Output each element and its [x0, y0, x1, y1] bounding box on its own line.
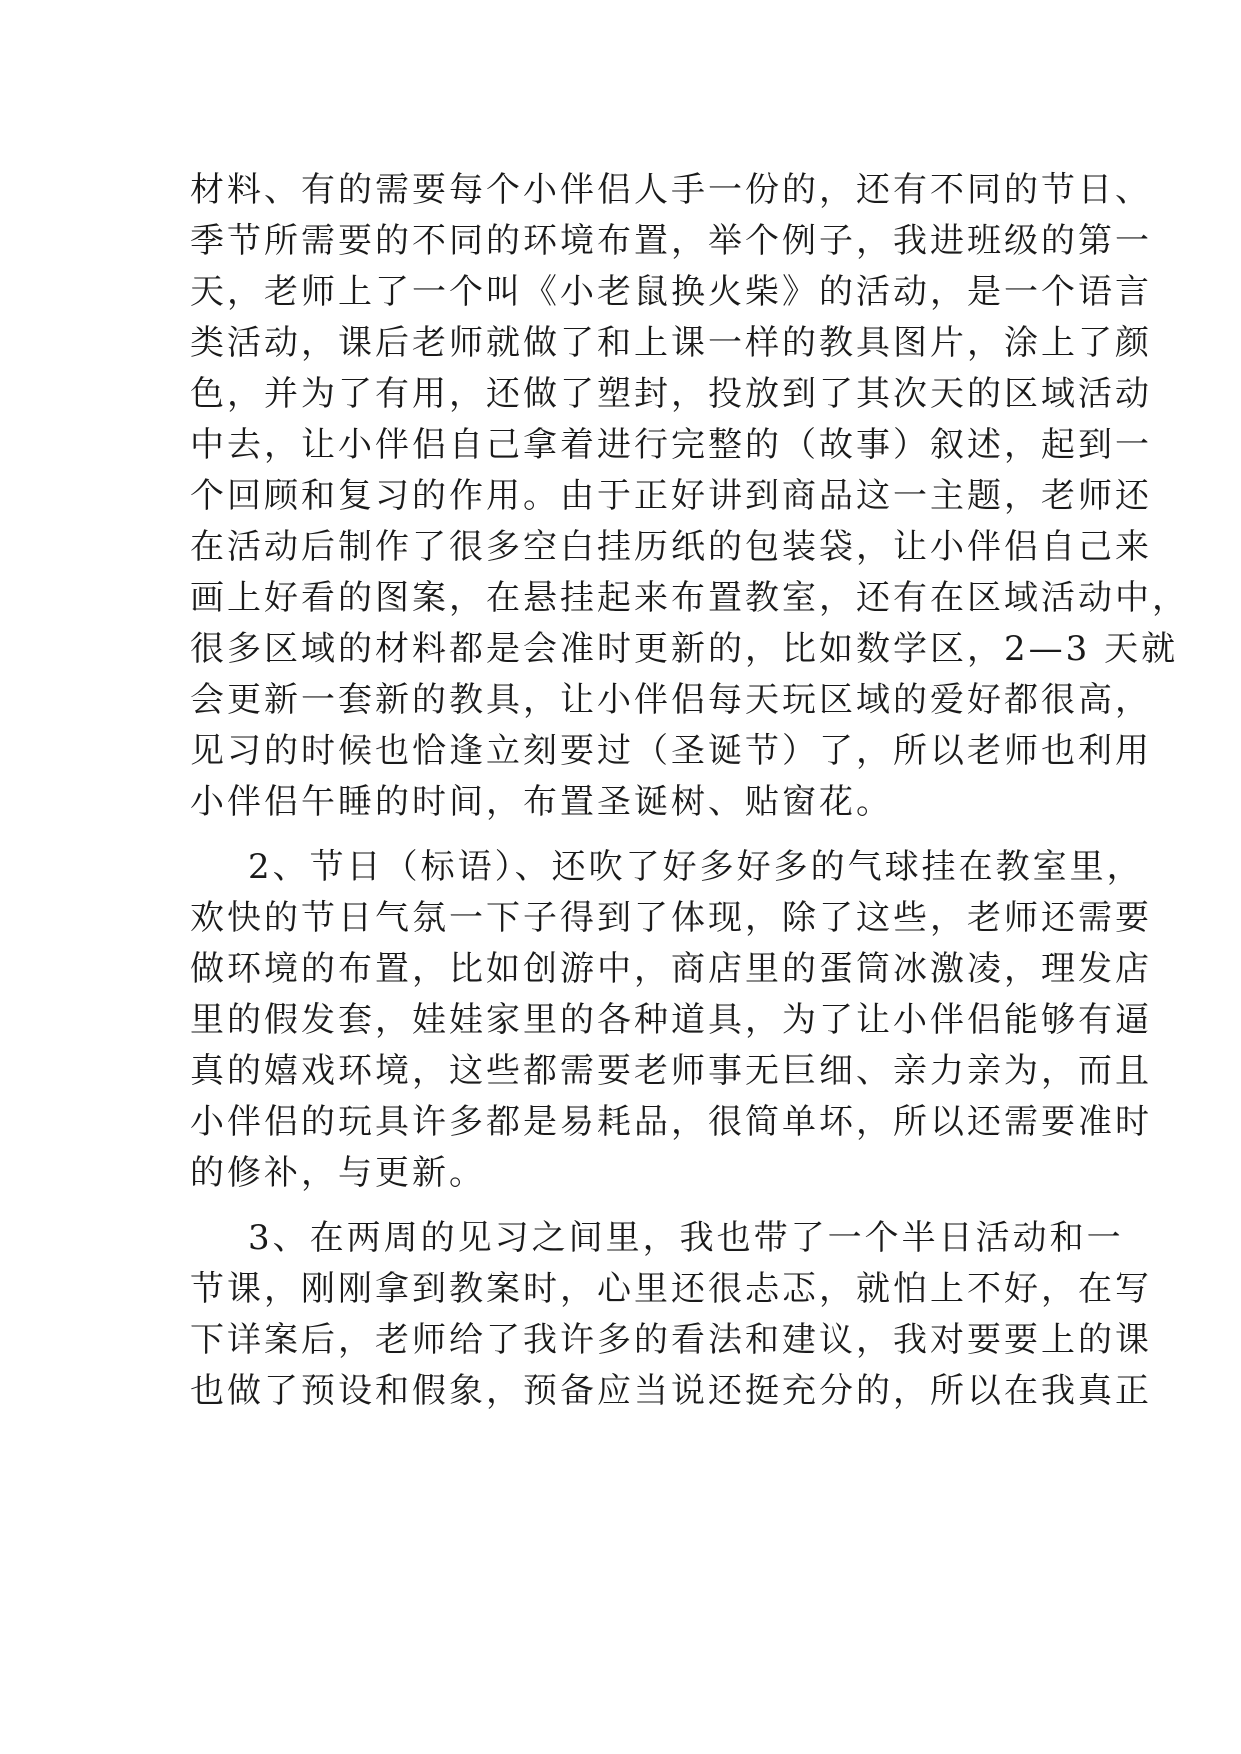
text-line: 欢快的节日气氛一下子得到了体现，除了这些，老师还需要: [190, 898, 1152, 938]
text-line: 色，并为了有用，还做了塑封，投放到了其次天的区域活动: [190, 374, 1152, 414]
text-line: 在活动后制作了很多空白挂历纸的包装袋，让小伴侣自己来: [190, 527, 1152, 567]
paragraph-spacer: [190, 828, 1090, 842]
text-line: 天，老师上了一个叫《小老鼠换火柴》的活动，是一个语言: [190, 272, 1152, 312]
text-line: 材料、有的需要每个小伴侣人手一份的，还有不同的节日、: [190, 170, 1152, 210]
text-line: 小伴侣的玩具许多都是易耗品，很简单坏，所以还需要准时: [190, 1102, 1152, 1142]
text-line: 中去，让小伴侣自己拿着进行完整的（故事）叙述，起到一: [190, 425, 1152, 465]
document-body: [190, 165, 1189, 1417]
text-line: 下详案后，老师给了我许多的看法和建议，我对要要上的课: [190, 1320, 1152, 1360]
paragraph-3: [190, 1213, 1152, 1417]
paragraph-spacer: [190, 1199, 1090, 1213]
text-line: 个回顾和复习的作用。由于正好讲到商品这一主题，老师还: [190, 476, 1152, 516]
text-line: 里的假发套，娃娃家里的各种道具，为了让小伴侣能够有逼: [190, 1000, 1152, 1040]
paragraph-2: [190, 842, 1152, 1199]
text-line: 见习的时候也恰逢立刻要过（圣诞节）了，所以老师也利用: [190, 731, 1152, 771]
text-line: 3、在两周的见习之间里，我也带了一个半日活动和一: [248, 1218, 1124, 1258]
text-line: 节课，刚刚拿到教案时，心里还很忐忑，就怕上不好，在写: [190, 1269, 1152, 1309]
text-line: 2、节日（标语）、还吹了好多好多的气球挂在教室里，: [248, 847, 1144, 887]
text-line: 季节所需要的不同的环境布置，举个例子，我进班级的第一: [190, 221, 1152, 261]
text-line: 的修补，与更新。: [190, 1153, 486, 1193]
text-line: 画上好看的图案，在悬挂起来布置教室，还有在区域活动中，: [190, 578, 1189, 618]
paragraph-1: [190, 165, 1189, 828]
text-line: 也做了预设和假象，预备应当说还挺充分的，所以在我真正: [190, 1371, 1152, 1411]
text-line: 做环境的布置，比如创游中，商店里的蛋筒冰激凌，理发店: [190, 949, 1152, 989]
text-line: 真的嬉戏环境，这些都需要老师事无巨细、亲力亲为，而且: [190, 1051, 1152, 1091]
text-line: 小伴侣午睡的时间，布置圣诞树、贴窗花。: [190, 782, 893, 822]
text-line: 类活动，课后老师就做了和上课一样的教具图片，涂上了颜: [190, 323, 1152, 363]
text-line: 会更新一套新的教具，让小伴侣每天玩区域的爱好都很高，: [190, 680, 1152, 720]
text-line: 很多区域的材料都是会准时更新的，比如数学区，2—3 天就: [190, 629, 1179, 669]
